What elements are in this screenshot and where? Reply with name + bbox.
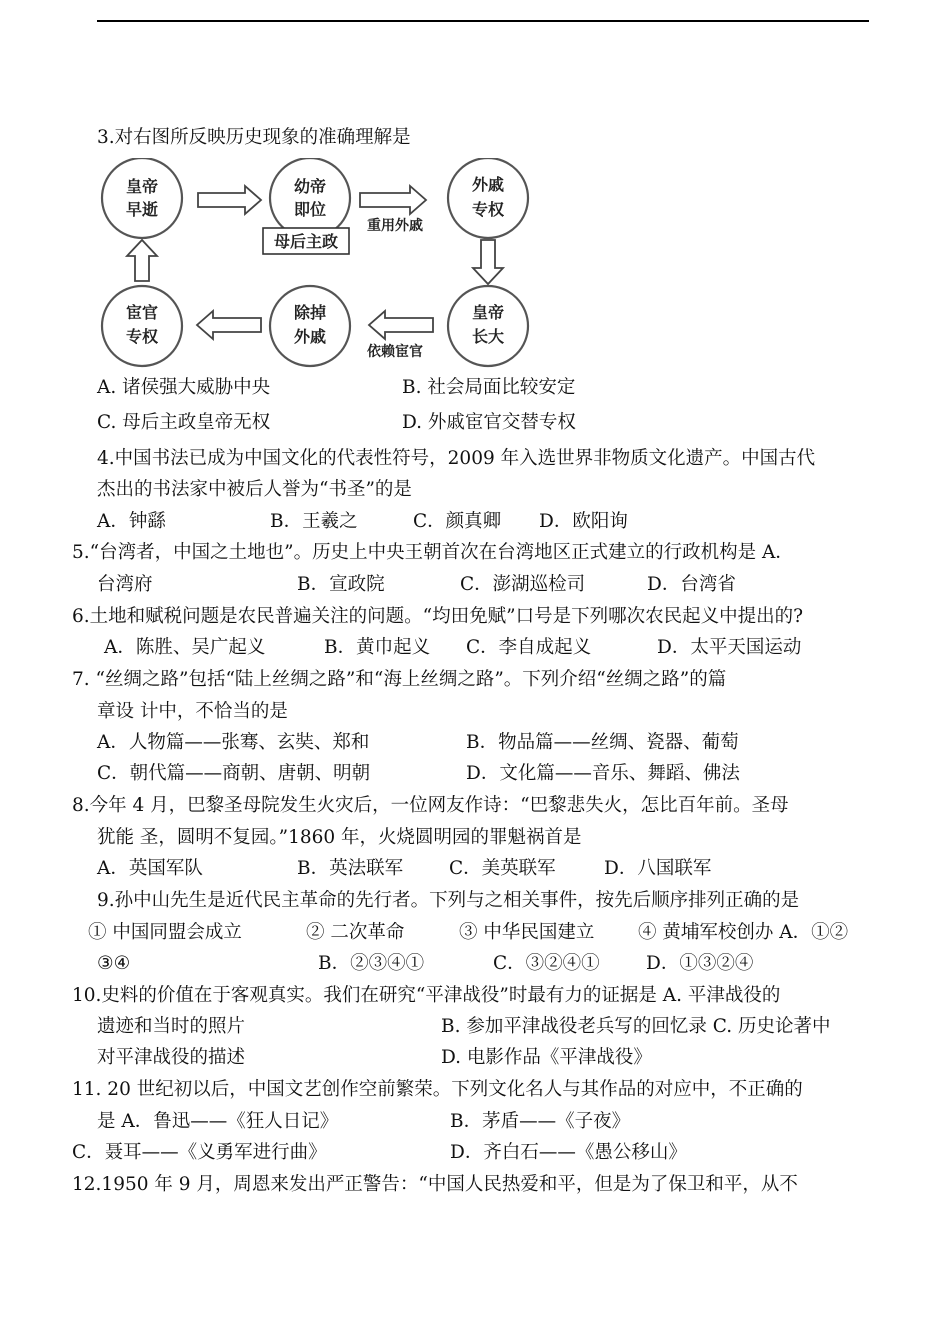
q7-option-d: D．文化篇——音乐、舞蹈、佛法: [466, 763, 740, 784]
q8-stem: 8.今年 4 月，巴黎圣母院发生火灾后，一位网友作诗：“巴黎悲失火，怎比百年前。圣母: [72, 795, 789, 816]
q7-stem: 7. “丝绸之路”包括“陆上丝绸之路”和“海上丝绸之路”。下列介绍“丝绸之路”的篇: [72, 669, 727, 690]
svg-text:外戚: 外戚: [293, 327, 327, 346]
q4-option-d: D．欧阳询: [539, 511, 628, 532]
q6-option-c: C．李自成起义: [466, 637, 592, 658]
q10-line-2a: 遗迹和当时的照片: [97, 1016, 246, 1037]
svg-text:外戚: 外戚: [471, 175, 505, 194]
q9-event-4: ④ 黄埔军校创办 A．①②: [638, 922, 849, 943]
q8-option-b: B．英法联军: [297, 858, 404, 879]
svg-text:宦官: 宦官: [125, 303, 159, 322]
arrow-up: [127, 240, 157, 281]
q8-option-c: C．美英联军: [449, 858, 556, 879]
q10-line-2b: B. 参加平津战役老兵写的回忆录 C. 历史论著中: [441, 1016, 831, 1037]
q6-option-d: D．太平天国运动: [657, 637, 802, 658]
node-emperor-dies: [102, 158, 182, 238]
q3-option-d: D. 外戚宦官交替专权: [402, 412, 576, 433]
arrow-down: [473, 240, 503, 284]
q11-option-d: D．齐白石——《愚公移山》: [450, 1142, 687, 1163]
q4-option-a: A．钟繇: [97, 511, 166, 532]
q5-option-d: D．台湾省: [647, 574, 736, 595]
q7-stem-2: 章设 计中，不恰当的是: [97, 701, 288, 722]
q4-stem-2: 杰出的书法家中被后人誉为“书圣”的是: [97, 479, 412, 500]
svg-text:即位: 即位: [293, 200, 327, 219]
q10-line-3a: 对平津战役的描述: [97, 1047, 246, 1068]
q3-option-a: A. 诸侯强大威胁中央: [97, 377, 271, 398]
svg-text:除掉: 除掉: [293, 303, 327, 322]
svg-text:皇帝: 皇帝: [471, 303, 505, 322]
q12-stem: 12.1950 年 9 月，周恩来发出严正警告：“中国人民热爱和平，但是为了保卫和平，从不: [72, 1174, 798, 1195]
q6-option-a: A．陈胜、吴广起义: [104, 637, 266, 658]
header-rule: [97, 20, 869, 22]
q7-option-c: C．朝代篇——商朝、唐朝、明朝: [97, 763, 371, 784]
svg-text:长大: 长大: [471, 327, 505, 346]
arrow-right-1: [198, 186, 261, 214]
q3-option-b: B. 社会局面比较安定: [402, 377, 576, 398]
q5-option-c: C．澎湖巡检司: [460, 574, 586, 595]
arrow-left-2: [197, 311, 261, 339]
q8-option-a: A．英国军队: [97, 858, 203, 879]
q6-stem: 6.土地和赋税问题是农民普遍关注的问题。“均田免赋”口号是下列哪次农民起义中提出的?: [72, 606, 803, 627]
empress-regent-label: 母后主政: [273, 232, 339, 251]
q10-stem: 10.史料的价值在于客观真实。我们在研究“平津战役”时最有力的证据是 A. 平津战役的: [72, 985, 781, 1006]
q3-cycle-diagram: [95, 158, 535, 368]
arrow-label-rely-consorts: 重用外戚: [367, 218, 423, 234]
q11-option-b: B．茅盾——《子夜》: [450, 1111, 631, 1132]
node-emperor-grows: [448, 286, 528, 366]
q9-option-d: D．①③②④: [646, 953, 754, 974]
arrow-left-1: [369, 311, 433, 339]
svg-text:皇帝: 皇帝: [125, 177, 159, 196]
q9-stem: 9.孙中山先生是近代民主革命的先行者。下列与之相关事件，按先后顺序排列正确的是: [97, 890, 800, 911]
svg-text:专权: 专权: [471, 200, 505, 219]
svg-text:幼帝: 幼帝: [293, 177, 327, 196]
q4-option-c: C．颜真卿: [413, 511, 502, 532]
q9-event-1: ① 中国同盟会成立: [88, 922, 242, 943]
arrow-right-2: [360, 186, 426, 214]
svg-text:早逝: 早逝: [125, 200, 159, 219]
node-remove-consorts: [270, 286, 350, 366]
q6-option-b: B．黄巾起义: [324, 637, 431, 658]
q8-option-d: D．八国联军: [604, 858, 712, 879]
q7-option-b: B．物品篇——丝绸、瓷器、葡萄: [466, 732, 739, 753]
node-eunuch-power: [102, 286, 182, 366]
q3-title: 3.对右图所反映历史现象的准确理解是: [97, 127, 411, 148]
q3-option-c: C. 母后主政皇帝无权: [97, 412, 271, 433]
q5-option-a: 台湾府: [97, 574, 153, 595]
q11-stem: 11. 20 世纪初以后，中国文艺创作空前繁荣。下列文化名人与其作品的对应中，不正确的: [72, 1079, 803, 1100]
q9-option-a: ③④: [97, 953, 131, 974]
q4-option-b: B．王羲之: [270, 511, 358, 532]
q9-event-3: ③ 中华民国建立: [459, 922, 595, 943]
q4-stem: 4.中国书法已成为中国文化的代表性符号，2009 年入选世界非物质文化遗产。中国古代: [97, 448, 816, 469]
q5-stem: 5.“台湾者，中国之土地也”。历史上中央王朝首次在台湾地区正式建立的行政机构是 A．: [72, 542, 794, 563]
arrow-label-rely-eunuchs: 依赖宦官: [367, 344, 423, 360]
q11-option-a: 是 A．鲁迅——《狂人日记》: [97, 1111, 339, 1132]
node-consort-clan-power: [448, 158, 528, 238]
q7-option-a: A．人物篇——张骞、玄奘、郑和: [97, 732, 370, 753]
q9-option-c: C．③②④①: [493, 953, 600, 974]
q10-line-3b: D. 电影作品《平津战役》: [441, 1047, 652, 1068]
q11-option-c: C．聂耳——《义勇军进行曲》: [72, 1142, 327, 1163]
q5-option-b: B．宣政院: [297, 574, 385, 595]
q9-option-b: B．②③④①: [318, 953, 425, 974]
svg-text:专权: 专权: [125, 327, 159, 346]
q9-event-2: ② 二次革命: [306, 922, 405, 943]
q8-stem-2: 犹能 圣，圆明不复园。”1860 年，火烧圆明园的罪魁祸首是: [97, 827, 582, 848]
node-child-emperor: [270, 158, 350, 238]
